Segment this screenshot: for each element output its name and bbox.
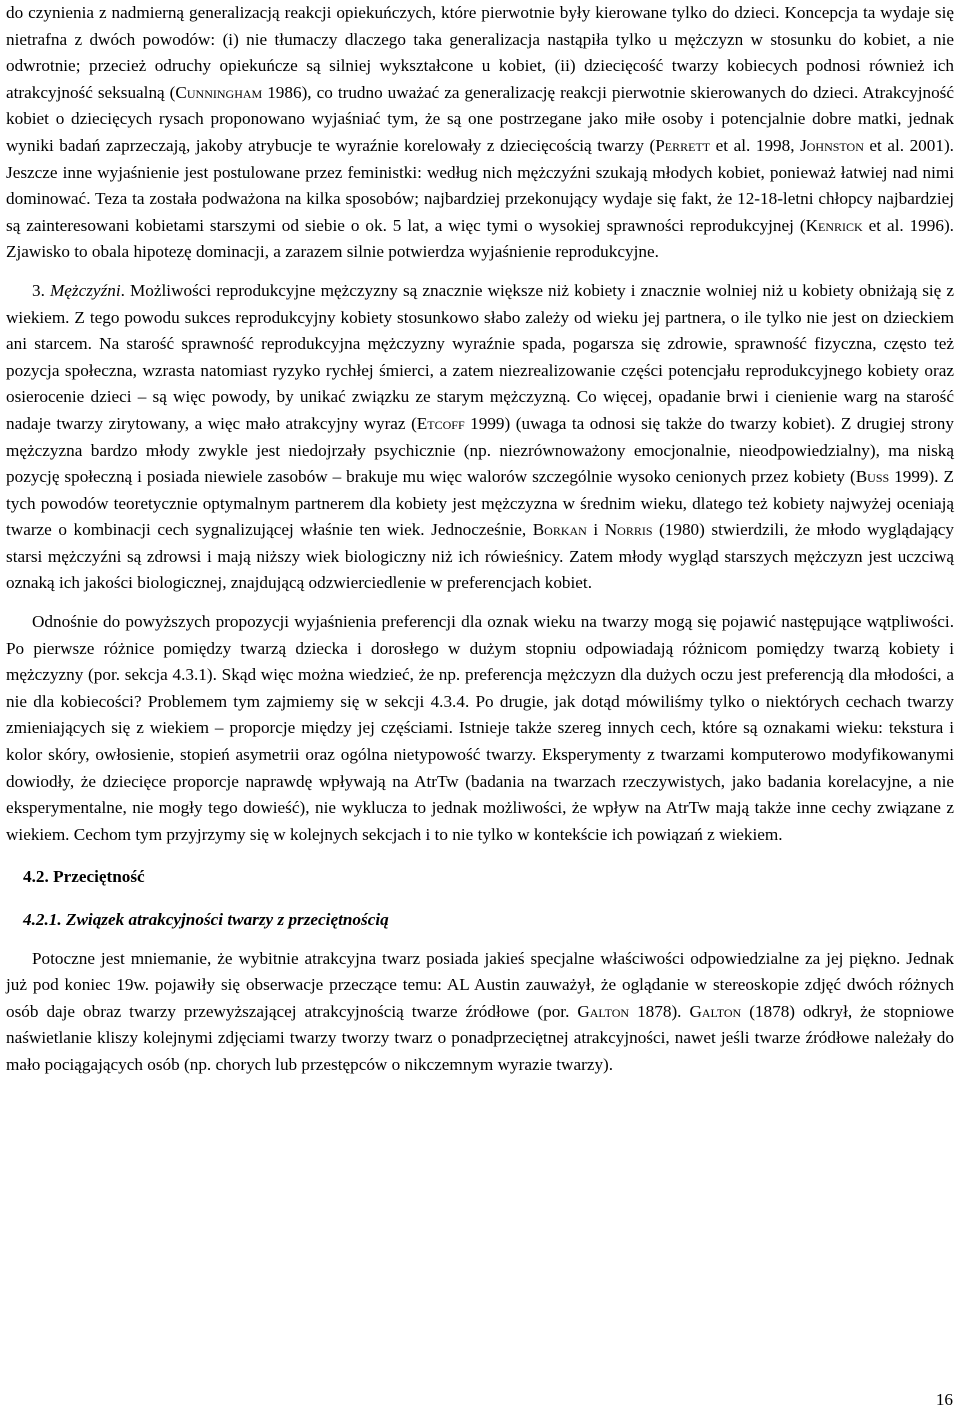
citation-author: Etcoff	[416, 413, 465, 433]
subsection-heading: 4.2.1. Związek atrakcyjności twarzy z przeciętnością	[23, 910, 389, 929]
list-number: 3.	[32, 280, 50, 300]
document-page	[6, 0, 954, 1079]
citation-author: Galton	[689, 1001, 742, 1021]
paragraph-continuation: do czynienia z nadmierną generalizacją reakcji opiekuńczych, które pierwotnie były kierowane tylko do dzieci. Koncepcja ta wydaje się nietrafna z dwóch powodów: (i) nie tłumaczy dlaczego taka generalizacja nastąpiła tylko u mężczyzn w stosunku do kobiet, a nie odwrotnie; przecież odruchy opiekuńcze są silniej wykształcone u kobiet, (ii) dziecięcość twarzy kobiecych podnosi również ich atrakcyjność seksualną (Cunningham 1986), co trudno uważać za generalizację reakcji pierwotnie skierowanych do dzieci. Atrakcyjność kobiet o dziecięcych rysach proponowano wyjaśniać tym, że są one postrzegane jako miłe osoby i potencjalnie dobre matki, jednak wyniki badań zaprzeczają, jakoby atrybucje te wyraźnie korelowały z dziecięcością twarzy (Perrett et al. 1998, Johnston et al. 2001). Jeszcze inne wyjaśnienie jest postulowane przez feministki: według nich mężczyźni szukają młodych kobiet, ponieważ łatwiej nad nimi dominować. Teza ta została podważona na kilka sposobów; najbardziej przekonujący wydaje się fakt, że 12-18-letni chłopcy najbardziej są zainteresowani kobietami starszymi od siebie o ok. 5 lat, a więc tymi o wysokiej sprawności reprodukcyjnej (Kenrick et al. 1996). Zjawisko to obala hipotezę dominacji, a zarazem silnie potwierdza wyjaśnienie reprodukcyjne.	[6, 3, 954, 262]
section-heading: 4.2. Przeciętność	[23, 867, 145, 887]
citation-author: Galton	[577, 1001, 630, 1021]
list-label: Mężczyźni	[49, 280, 121, 300]
citation-author: Kenrick	[805, 215, 863, 235]
paragraph-doubts: Odnośnie do powyższych propozycji wyjaśnienia preferencji dla oznak wieku na twarzy mogą się pojawić następujące wątpliwości. Po pierwsze różnice pomiędzy twarzą dziecka i dorosłego w dużym stopniu odpowiadają różnicom pomiędzy twarzą kobiety i mężczyzny (por. sekcja 4.3.1). Skąd więc można wiedzieć, że np. preferencja mężczyzn dla dużych oczu jest preferencją dla młodości, a nie dla kobiecości? Problemem tym zajmiemy się w sekcji 4.3.4. Po drugie, jak dotąd mówiliśmy tylko o niektórych cechach twarzy zmieniających się z wiekiem – proporcje między jej częściami. Istnieje także szereg innych cech, które są oznakami wieku: tekstura i kolor skóry, owłosienie, stopień asymetrii oraz ogólna nietypowość twarzy. Eksperymenty z twarzami komputerowo modyfikowanymi dowiodły, że dziecięce proporcje naprawdę wpływają na AtrTw (badania na twarzach rzeczywistych, jako badania korelacyjne, a nie eksperymentalne, nie mogły tego dowieść), nie wyklucza to jednak możliwości, że wpływ na AtrTw mają także inne cechy związane z wiekiem. Cechom tym przyjrzymy się w kolejnych sekcjach i to nie tylko w kontekście ich powiązań z wiekiem.	[6, 612, 954, 844]
citation-author: Borkan	[532, 520, 587, 540]
paragraph-men: 3. Mężczyźni. Możliwości reprodukcyjne mężczyzny są znacznie większe niż kobiety i znacznie wolniej niż u kobiety obniżają się z wiekiem. Z tego powodu sukces reprodukcyjny kobiety stosunkowo słabo zależy od wieku jej partnera, o ile tylko nie jest on dzieckiem ani starcem. Na starość sprawność reprodukcyjna mężczyzny wyraźnie spada, pogarsza się zdrowie, sprawność fizyczna, często też pozycja społeczna, wzrasta natomiast ryzyko rychłej śmierci, a zatem niezrealizowanie części potencjału reprodukcyjnego kobiety oraz osierocenie dzieci – są więc powody, by unikać związku ze starym mężczyzną. Co więcej, opadanie brwi i cienienie warg na starość nadaje twarzy zirytowany, a więc mało atrakcyjny wyraz (Etcoff 1999) (uwaga ta odnosi się także do twarzy kobiet). Z drugiej strony mężczyzna bardzo młody zwykle jest niedojrzały psychicznie (np. niezrównoważony emocjonalnie, nieodpowiedzialny), ma niską pozycję społeczną i posiada niewiele zasobów – brakuje mu więc walorów szczególnie wysoko cenionych przez kobiety (Buss 1999). Z tych powodów teoretycznie optymalnym partnerem dla kobiety jest mężczyzna w średnim wieku, dlatego też kobiety najwyżej oceniają twarze o kombinacji cech sygnalizującej właśnie ten wiek. Jednocześnie, Borkan i Norris (1980) stwierdzili, że młodo wyglądający starsi mężczyźni są zdrowsi i mają niższy wiek biologiczny niż ich rówieśnicy. Zatem młody wygląd starszych mężczyzn jest uczciwą oznaką ich jakości biologicznej, znajdującą odzwierciedlenie w preferencjach kobiet.	[6, 280, 955, 593]
citation-author: Cunningham	[175, 82, 263, 102]
paragraph-averageness: Potoczne jest mniemanie, że wybitnie atrakcyjna twarz posiada jakieś specjalne właściwości odpowiedzialne za jej piękno. Jednak już pod koniec 19w. pojawiły się obserwacje przeczące temu: AL Austin zauważył, że oglądanie w stereoskopie zdjęć dwóch różnych osób daje obraz twarzy przewyższającej atrakcyjnością twarze źródłowe (por. Galton 1878). Galton (1878) odkrył, że stopniowe naświetlanie kliszy kolejnymi zdjęciami twarzy tworzy twarz o ponadprzeciętnej atrakcyjności, nawet jeśli twarze źródłowe należały do mało pociągających osób (np. chorych lub przestępców o nikczemnym wyrazie twarzy).	[6, 948, 955, 1074]
page-number: 16	[935, 1390, 953, 1409]
citation-author: Buss	[855, 467, 890, 487]
citation-author: Johnston	[800, 135, 864, 155]
citation-author: Norris	[604, 520, 653, 540]
citation-author: Perrett	[655, 135, 711, 155]
